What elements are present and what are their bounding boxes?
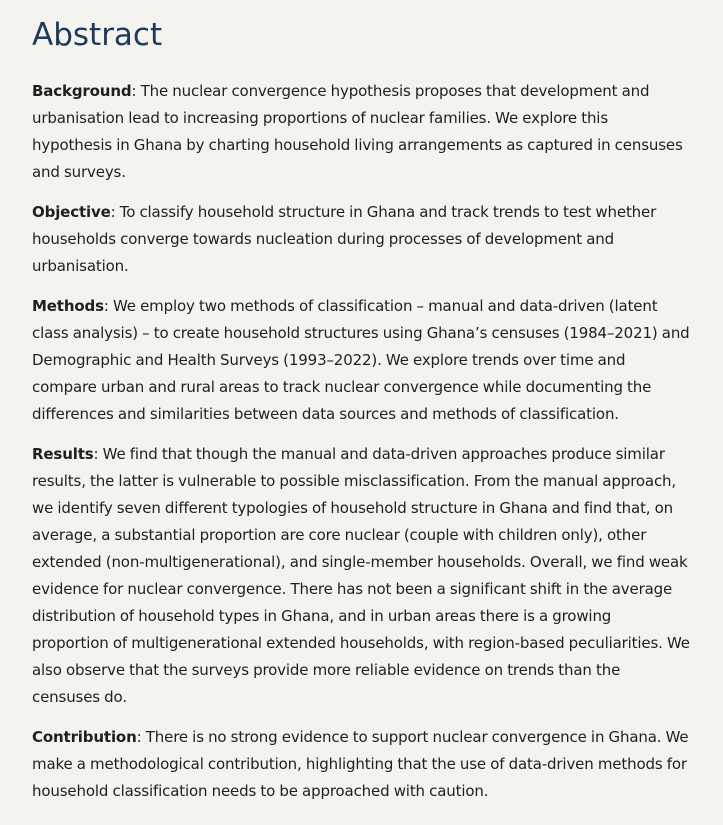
results-paragraph bbox=[32, 441, 691, 711]
contribution-paragraph bbox=[32, 724, 691, 805]
contribution-label: Contribution bbox=[32, 728, 137, 746]
objective-label: Objective bbox=[32, 203, 111, 221]
background-paragraph bbox=[32, 78, 691, 186]
background-text: : The nuclear convergence hypothesis proposes that development and urbanisation lead to increasing proportions of nuclear families. We explore this hypothesis in Ghana by charting household living arrangements as captured in censuses and surveys. bbox=[32, 82, 683, 181]
methods-label: Methods bbox=[32, 297, 104, 315]
objective-paragraph bbox=[32, 199, 691, 280]
objective-text: : To classify household structure in Ghana and track trends to test whether households converge towards nucleation during processes of development and urbanisation. bbox=[32, 203, 657, 275]
results-text: : We find that though the manual and data-driven approaches produce similar results, the latter is vulnerable to possible misclassification. From the manual approach, we identify seven different typologies of household structure in Ghana and find that, on average, a substantial proportion are core nuclear (couple with children only), other extended (non-multigenerational), and single-member households. Overall, we find weak evidence for nuclear convergence. There has not been a significant shift in the average distribution of household types in Ghana, and in urban areas there is a growing proportion of multigenerational extended households, with region-based peculiarities. We also observe that the surveys provide more reliable evidence on trends than the censuses do. bbox=[32, 445, 690, 706]
results-label: Results bbox=[32, 445, 94, 463]
contribution-text: : There is no strong evidence to support nuclear convergence in Ghana. We make a methodological contribution, highlighting that the use of data-driven methods for household classification needs to be approached with caution. bbox=[32, 728, 689, 800]
methods-text: : We employ two methods of classification – manual and data-driven (latent class analysis) – to create household structures using Ghana’s censuses (1984–2021) and Demographic and Health Surveys (1993–2022). We explore trends over time and compare urban and rural areas to track nuclear convergence while documenting the differences and similarities between data sources and methods of classification. bbox=[32, 297, 690, 423]
abstract-title: Abstract bbox=[32, 17, 163, 53]
methods-paragraph bbox=[32, 293, 691, 428]
background-label: Background bbox=[32, 82, 132, 100]
